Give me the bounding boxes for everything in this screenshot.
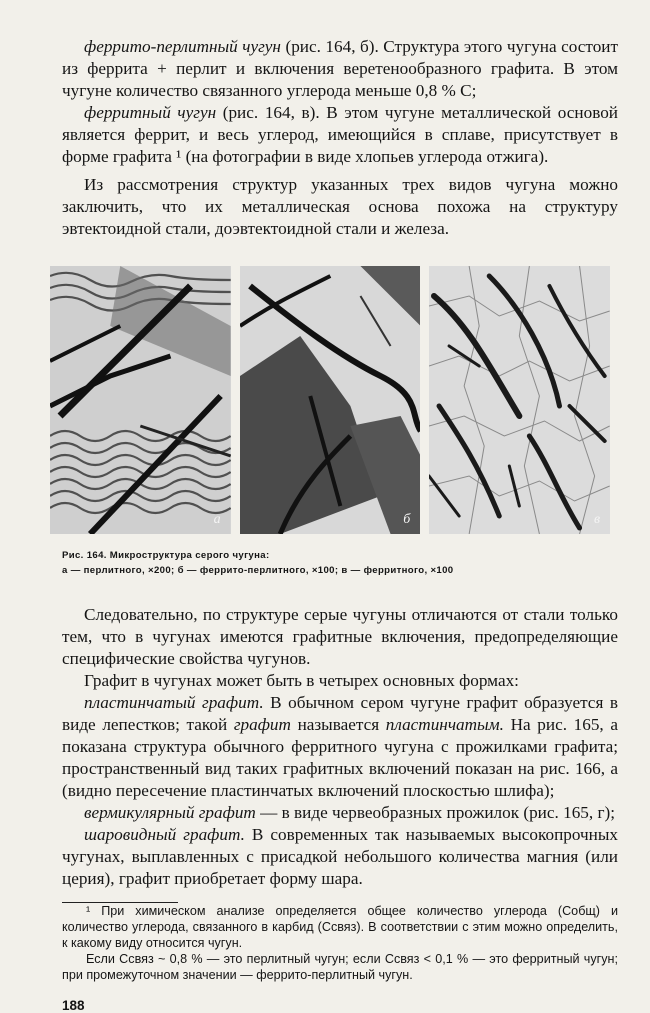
paragraph-conclusion: Из рассмотрения структур указанных трех видов чугуна можно заключить, что их металлическая основа похожа на структуру эвтектоидной стали, доэвтектоидной стали и железа. (62, 175, 618, 238)
page-body (62, 36, 618, 1013)
emphasis-lamellar: пластинчатым. (385, 715, 504, 734)
figure-label-b: б (403, 512, 411, 527)
term-vermicular-graphite: вермикулярный графит (84, 803, 256, 822)
paragraph-text: (рис. 164, в). В этом чугуне металлической основой является феррит, и весь углерод, имеющийся в сплаве, присутствует в форме графита ¹ (на фотографии в виде хлопьев углерода отжига). (62, 103, 618, 166)
caption-legend: а — перлитного, ×200; б — феррито-перлитного, ×100; в — ферритного, ×100 (62, 565, 454, 576)
paragraph-text: называется (290, 715, 386, 734)
micrograph-a-pearlitic (50, 266, 231, 534)
term-ferrite-iron: ферритный чугун (84, 103, 217, 122)
paragraph-text: В обычном сером чугуне графит образуется в виде лепестков; такой (62, 693, 618, 734)
paragraph-ferrite-pearlite (62, 36, 618, 102)
emphasis-graphite: графит (233, 715, 291, 734)
paragraph-lamellar (62, 692, 618, 802)
paragraph-text: В современных так называемых высокопрочных чугунах, выплавленных с присадкой небольшого количества магния (или церия), графит приобретает форму шара. (62, 825, 618, 888)
paragraph-vermicular (62, 802, 618, 824)
paragraph-spheroidal (62, 824, 618, 890)
figure-label-a: а (213, 512, 221, 527)
micrograph-c-ferritic (429, 266, 610, 534)
figure-caption (62, 548, 618, 578)
term-ferrite-pearlite-iron: феррито-перлитный чугун (84, 37, 281, 56)
page-number: 188 (62, 998, 85, 1013)
paragraph-text: — в виде червеобразных прожилок (рис. 165, г); (255, 803, 616, 822)
figure-164 (50, 266, 610, 534)
paragraph-therefore: Следовательно, по структуре серые чугуны отличаются от стали только тем, что в чугунах имеются графитные включения, предопределяющие специфические свойства чугунов. (62, 605, 618, 668)
paragraph-ferrite (62, 102, 618, 168)
term-spheroidal-graphite: шаровидный графит. (84, 825, 245, 844)
figure-label-c: в (593, 512, 601, 527)
footnote-1: ¹ При химическом анализе определяется общее количество углерода (Cобщ) и количество углерода, связанного в карбид (Cсвяз). В соответствии с этим можно определить, к какому виду относится чугун. (62, 904, 618, 950)
paragraph-text: На рис. 165, а показана структура обычного ферритного чугуна с прожилками графита; пространственный вид таких графитных включений показан на рис. 166, а (видно пересечение пластинчатых включений плоскостью шлифа); (62, 715, 618, 800)
paragraph-forms: Графит в чугунах может быть в четырех основных формах: (84, 671, 519, 690)
micrograph-b-ferrite-pearlitic (240, 266, 421, 534)
footnote-2: Если Cсвяз ~ 0,8 % — это перлитный чугун; если Cсвяз < 0,1 % — это ферритный чугун; при промежуточном значении — феррито-перлитный чугун. (62, 952, 618, 982)
caption-title: Рис. 164. Микроструктура серого чугуна: (62, 550, 270, 561)
term-lamellar-graphite: пластинчатый графит. (84, 693, 264, 712)
paragraph-text: (рис. 164, б). Структура этого чугуна состоит из феррита + перлит и включения веретенообразного графита. В этом чугуне количество связанного углерода меньше 0,8 % С; (62, 37, 618, 100)
